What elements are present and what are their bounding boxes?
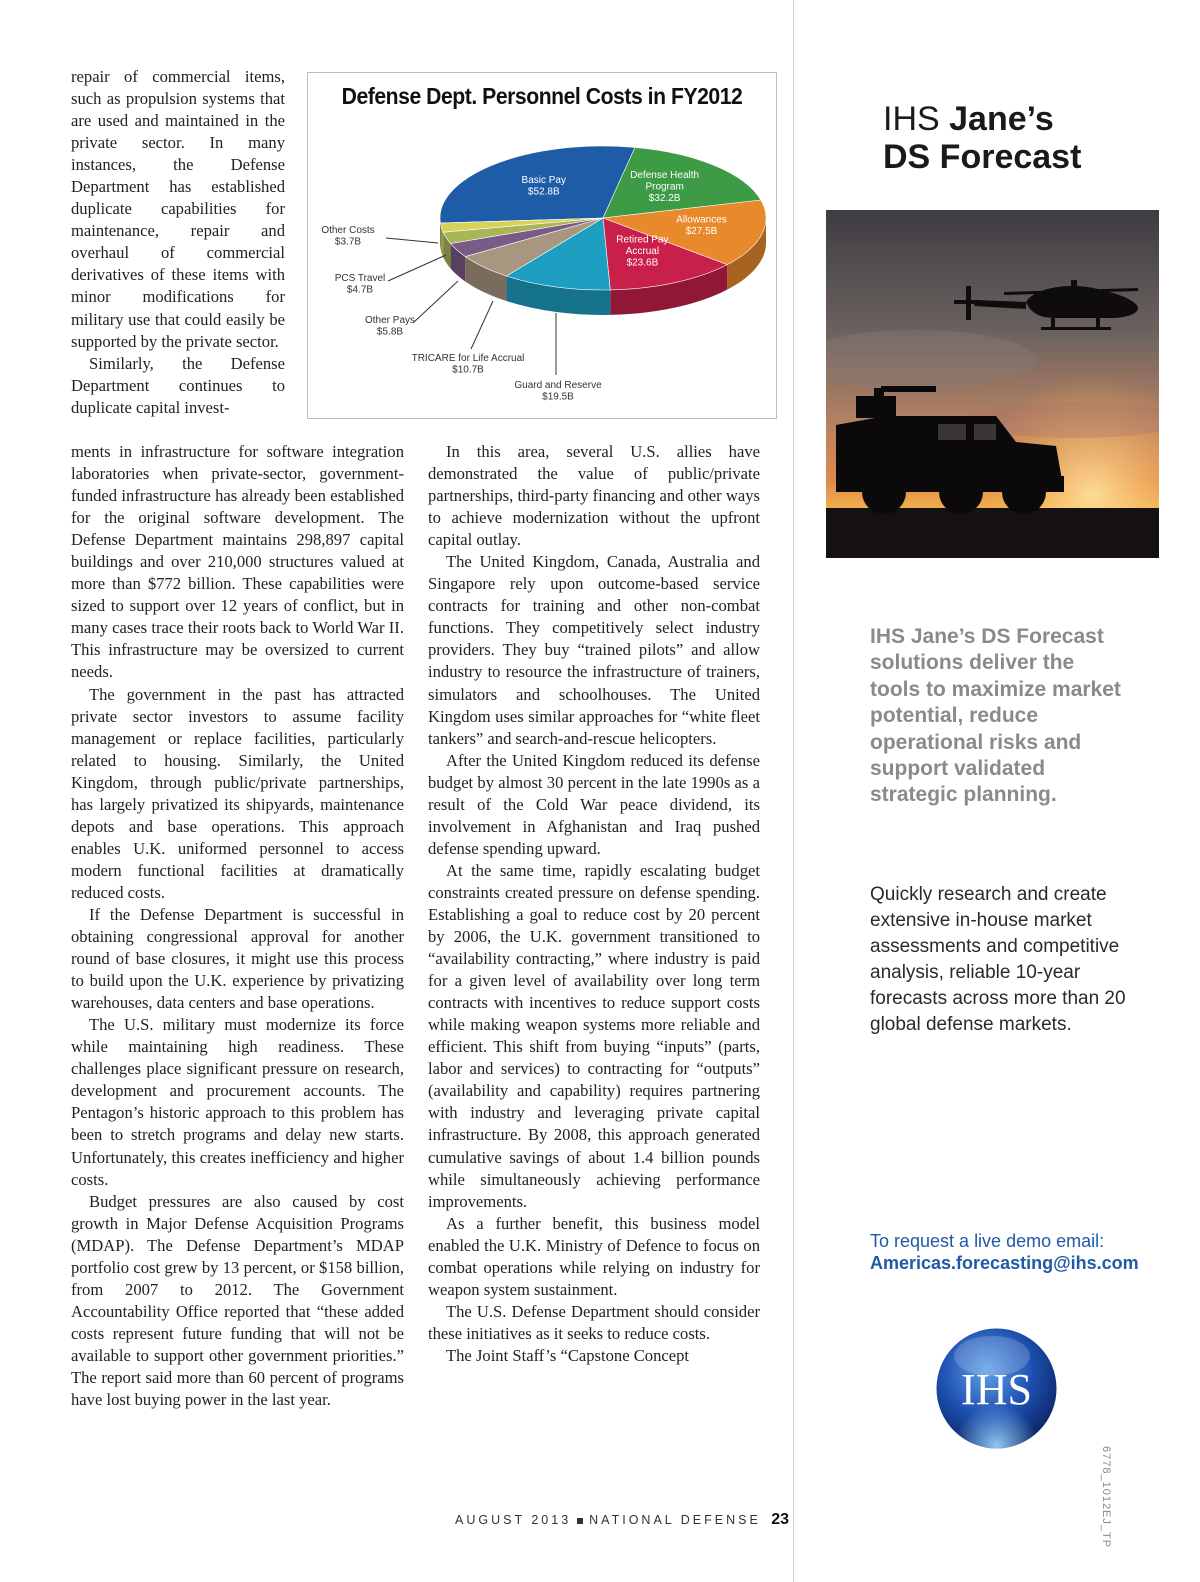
bullet-separator [577, 1518, 583, 1524]
paragraph: The Joint Staff’s “Capstone Concept [446, 1345, 690, 1365]
ad-code: 6778_1012EJ_TP [1100, 1446, 1112, 1549]
ext-label-7: PCS Travel $4.7B [334, 273, 386, 296]
paragraph: The United Kingdom, Canada, Australia and Singapore rely upon outcome-based service contracts for training and other non-combat functions. They competitively select industry providers. They buy “trained pilots” and allow industry to resource the infrastructure of trainers, simulators and schoolhouses. The United Kingdom uses similar approaches for “white fleet tankers” and search-and-rescue helicopters. [428, 552, 760, 748]
ad-photo-helicopter-humvee [826, 210, 1159, 558]
paragraph: The U.S. Defense Department should consider these initiatives as it seeks to reduce costs. [428, 1301, 760, 1343]
ext-label-6: Other Pays $5.8B [364, 315, 416, 338]
slice-label-0: Basic Pay $52.8B [521, 174, 567, 198]
leader-line-6 [413, 281, 458, 323]
article-column-left [71, 441, 404, 1411]
ext-label-5: TRICARE for Life Accrual $10.7B [411, 353, 525, 376]
leader-line-5 [471, 301, 493, 349]
demo-prompt: To request a live demo email: [870, 1231, 1105, 1251]
footer-month: AUGUST 2013 [455, 1513, 572, 1527]
slice-label-3: Retired Pay Accrual $23.6B [616, 234, 669, 269]
ad-title [883, 100, 1081, 176]
ad-tagline: IHS Jane’s DS Forecast solutions deliver the tools to maximize market potential, reduce operational risks and support validated strategic planning. [870, 625, 1121, 807]
page-number: 23 [771, 1511, 790, 1528]
paragraph: ments in infrastructure for software integration laboratories when private-sector, government-funded infrastructure has already been established for the original software development. The Defense Department maintains 298,897 capital buildings and over 210,000 structures valued at more than $772 billion. These capabilities were sized to support over 12 years of conflict, but in many cases trace their roots back to World War II. This infrastructure may be oversized to current needs. [71, 442, 404, 682]
ext-label-4: Guard and Reserve $19.5B [514, 380, 602, 403]
logo-text: IHS [961, 1365, 1032, 1414]
slice-label-1: Defense Health Program $32.2B [630, 170, 700, 205]
pie-chart-figure [307, 72, 777, 419]
paragraph: Similarly, the Defense Department continues to duplicate capital invest- [71, 353, 285, 417]
ad-demo-request [870, 1230, 1139, 1274]
ihs-logo-sphere [934, 1326, 1059, 1451]
pie-chart [308, 73, 776, 418]
paragraph: Budget pressures are also caused by cost growth in Major Defense Acquisition Programs (MDAP). The Defense Department’s MDAP portfolio cost grew by 13 percent, or $158 billion, from 2007 to 2012. The Government Accountability Office reported that “these added costs represent future funding that will not be available to support other government priorities.” The report said more than 60 percent of programs have lost buying power in the last year. [71, 1191, 404, 1410]
paragraph: As a further benefit, this business model enabled the U.K. Ministry of Defence to focus on combat operations while relying on industry for weapon system sustainment. [428, 1213, 760, 1299]
leader-line-8 [386, 238, 438, 243]
ad-product: Jane’s [949, 100, 1054, 138]
paragraph: The government in the past has attracted private sector investors to assume facility management or replace facilities, particularly related to housing. Similarly, the United Kingdom, through public/private partnerships, has largely privatized its shipyards, maintenance depots and base operations. This approach enables U.K. uniformed personnel to access modern functional facilities at dramatically reduced costs. [71, 684, 404, 902]
helicopter-vehicle-silhouette-image [826, 210, 1159, 558]
paragraph: In this area, several U.S. allies have demonstrated the value of public/private partnerships, third-party financing and other ways to achieve modernization without the upfront capital outlay. [428, 442, 760, 550]
ad-product-line2: DS Forecast [883, 138, 1082, 176]
article-column-narrow [71, 66, 285, 419]
paragraph: repair of commercial items, such as propulsion systems that are used and maintained in the private sector. In many instances, the Defense Department has established duplicate capabilities for maintenance, repair and overhaul of commercial derivatives of these items with minor modifications for military use that could easily be supported by the private sector. [71, 67, 285, 351]
ad-brand: IHS [883, 100, 940, 138]
leader-line-7 [388, 255, 446, 281]
paragraph: If the Defense Department is successful in obtaining congressional approval for another round of base closures, it might use this process to build upon the U.K. experience by privatizing warehouses, data centers and base operations. [71, 904, 404, 1013]
chart-title: Defense Dept. Personnel Costs in FY2012 [341, 83, 743, 109]
ext-label-8: Other Costs $3.7B [321, 225, 375, 248]
paragraph: The U.S. military must modernize its force while maintaining high readiness. These challenges place significant pressure on research, development and procurement accounts. The Pentagon’s historic approach to this problem has been to stretch programs and delay new starts. Unfortunately, this creates inefficiency and higher costs. [71, 1015, 404, 1189]
article-column-middle [428, 441, 760, 1367]
paragraph: At the same time, rapidly escalating budget constraints created pressure on defense spending. Establishing a goal to reduce cost by 20 percent by 2006, the U.K. government transitioned to “availability contracting,” where industry is paid for a given level of availability over long term contracts with incentives to reduce support costs while making weapon systems more reliable and efficient. This shift from buying “inputs” (parts, labor and services) to contracting for “outputs” (availability and capability) requires partnering with industry and leveraging private capital infrastructure. By 2008, this approach generated cumulative savings of about 1.4 billion pounds while simultaneously achieving performance improvements. [428, 860, 760, 1211]
column-divider [793, 0, 794, 1582]
paragraph: After the United Kingdom reduced its defense budget by almost 30 percent in the late 1990s as a result of the Cold War peace dividend, its involvement in Afghanistan and Iraq pushed defense spending upward. [428, 750, 760, 858]
demo-email-link[interactable]: Americas.forecasting@ihs.com [870, 1253, 1139, 1273]
ad-body-text: Quickly research and create extensive in-house market assessments and competitive analysis, reliable 10-year forecasts across more than 20 global defense markets. [870, 884, 1126, 1035]
slice-label-2: Allowances $27.5B [676, 214, 727, 238]
page-footer [455, 1511, 789, 1529]
footer-magazine: NATIONAL DEFENSE [589, 1513, 761, 1527]
ihs-logo [934, 1326, 1059, 1451]
